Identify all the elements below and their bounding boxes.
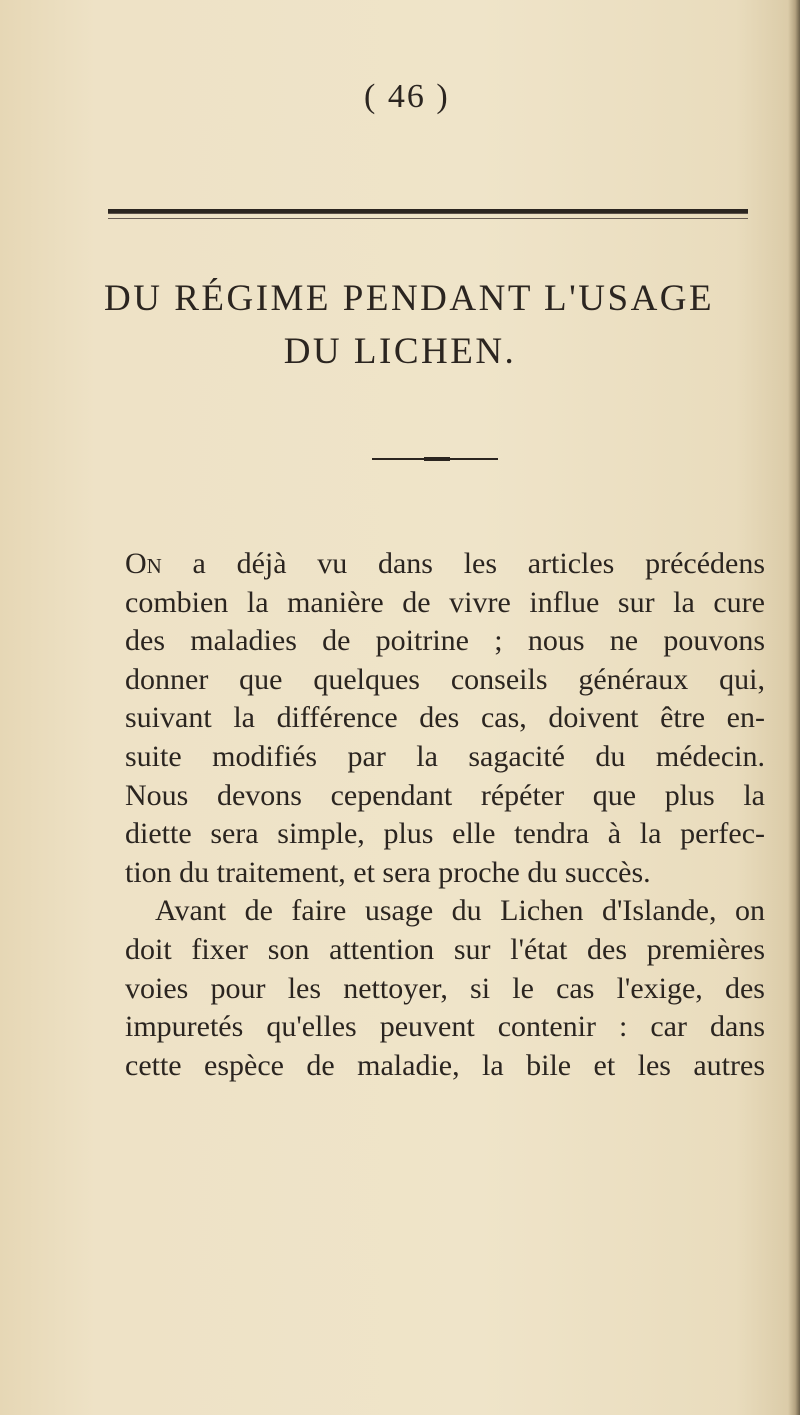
opening-word: On: [125, 547, 162, 580]
header-rule-thin: [108, 218, 748, 219]
text-line: Avant de faire usage du Lichen d'Islande, on: [155, 894, 765, 928]
ornamental-rule: [372, 458, 498, 460]
header-rule: [108, 209, 748, 214]
text-line: voies pour les nettoyer, si le cas l'exige, des: [125, 971, 765, 1005]
text-line: combien la manière de vivre influe sur la cure: [125, 585, 765, 619]
section-title-line-1: DU RÉGIME PENDANT L'USAGE: [104, 278, 715, 319]
text-line: suite modifiés par la sagacité du médecin.: [125, 739, 765, 773]
text-line: cette espèce de maladie, la bile et les autres: [125, 1048, 765, 1082]
text-line: doit fixer son attention sur l'état des premières: [125, 932, 765, 966]
page-edge-shadow: [788, 0, 800, 1415]
text-line: tion du traitement, et sera proche du succès.: [125, 855, 651, 889]
text-line: donner que quelques conseils généraux qui,: [125, 662, 765, 696]
text-line: diette sera simple, plus elle tendra à la perfec-: [125, 817, 765, 851]
text-line: Nous devons cependant répéter que plus la: [125, 778, 765, 812]
text-line: suivant la différence des cas, doivent être en-: [125, 701, 765, 735]
section-title-line-2: DU LICHEN.: [283, 331, 517, 372]
page-number: ( 46 ): [364, 78, 450, 115]
body-paragraphs: [125, 545, 765, 1085]
text-line-content: a déjà vu dans les articles précédens: [161, 547, 765, 580]
text-line: impuretés qu'elles peuvent contenir : car dans: [125, 1010, 765, 1044]
text-line: des maladies de poitrine ; nous ne pouvons: [125, 624, 765, 658]
text-line: [125, 545, 765, 584]
